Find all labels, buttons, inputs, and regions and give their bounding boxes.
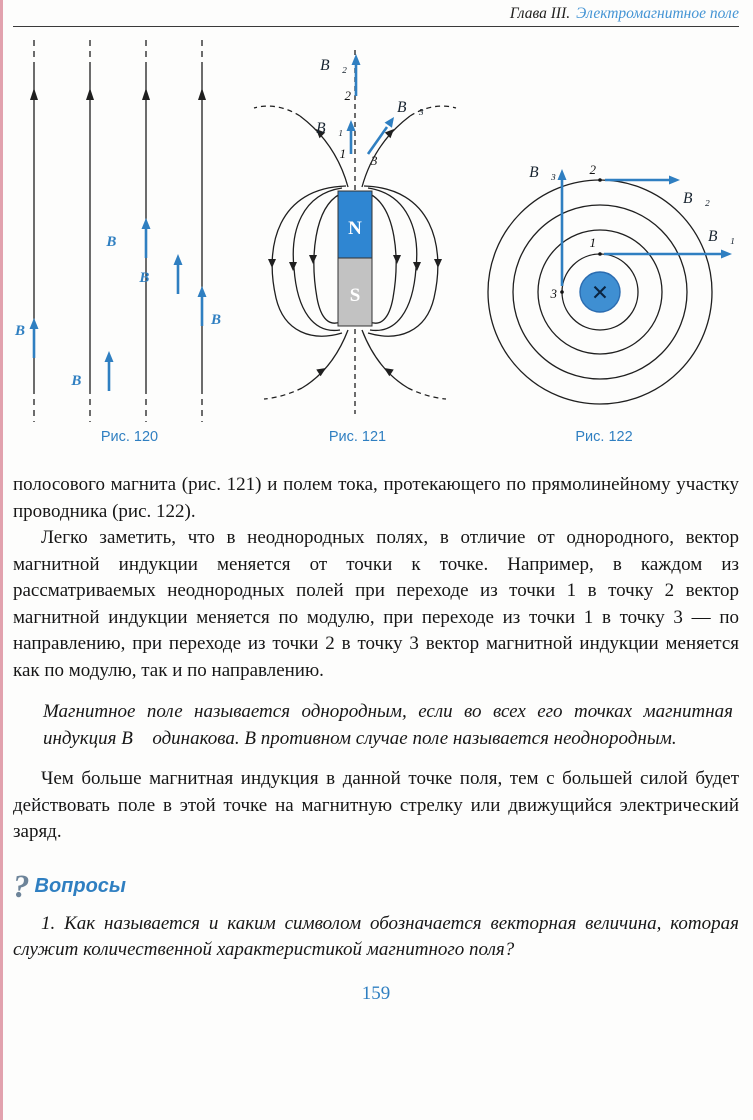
- figure-121-drawing: [250, 36, 465, 426]
- b3-vector-label: B⃗₃: [529, 164, 556, 181]
- b-vectors: [14, 218, 233, 391]
- field-arrowhead: [434, 259, 442, 268]
- field-arrowhead: [309, 255, 317, 264]
- paragraph-induction-strength: Чем больше магнитная индукция в данной точке поля, тем с большей силой будет действовать поле в этой точке на магнитную стрелку или движущийся электрический заряд.: [13, 768, 739, 842]
- page-number: 159: [361, 982, 391, 1004]
- point-3-label: 3: [370, 153, 378, 168]
- b-vector-label: B⃗: [211, 312, 234, 328]
- north-pole-label: N: [348, 218, 362, 239]
- point-1-label: 1: [589, 235, 596, 250]
- field-arrowhead: [268, 259, 276, 268]
- point-2-label: 2: [589, 162, 596, 177]
- point-1-label: 1: [339, 146, 346, 161]
- b1-vector-label: B⃗₁: [316, 120, 343, 137]
- figure-122-drawing: [469, 36, 739, 426]
- figure-120-caption: Рис. 120: [100, 429, 159, 445]
- field-arrowhead: [393, 255, 401, 264]
- figure-122-caption: Рис. 122: [575, 429, 633, 445]
- question-mark-icon: ?: [13, 868, 30, 905]
- bar-magnet: [338, 191, 372, 326]
- paragraph-nonuniform-fields: Легко заметить, что в неоднородных полях, в отличие от однородного, вектор магнитной индукции меняется от точки к точке. Например, в каждом из рассматриваемых неоднородных полей при переходе из точки 1 в точку 2 вектор магнитной индукции меняется по модулю, при переходе из точки 1 в точку 3 — по направлению, при переходе из точки 2 в точку 3 вектор магнитной индукции меняется как по модулю, так и по направлению.: [13, 527, 739, 681]
- current-conductor: [580, 272, 620, 312]
- point-2-label: 2: [344, 88, 351, 103]
- chapter-label: Глава III.: [509, 5, 571, 22]
- field-arrowhead: [142, 88, 150, 100]
- current-into-page-icon: ×: [591, 276, 609, 309]
- field-arrowhead: [413, 262, 421, 271]
- b2-vector-label: B⃗₂: [320, 57, 347, 74]
- point-2-dot: [598, 178, 602, 182]
- questions-title: Вопросы: [34, 875, 127, 898]
- point-3-label: 3: [550, 286, 557, 301]
- figure-121: [246, 36, 469, 445]
- figure-121-caption: Рис. 121: [328, 429, 387, 445]
- field-arrowhead: [198, 88, 206, 100]
- paragraph-continuation: полосового магнита (рис. 121) и полем тока, протекающего по прямолинейному участку проводника (рис. 122).: [13, 474, 739, 522]
- figure-120-drawing: [14, 36, 244, 426]
- figures-row: [13, 36, 739, 445]
- questions-section-header: [13, 868, 739, 905]
- body-text: [13, 472, 739, 1007]
- b-vector-label: B⃗: [106, 234, 129, 250]
- chapter-title: Электромагнитное поле: [576, 5, 739, 22]
- field-arrowhead: [30, 88, 38, 100]
- definition-paragraph: Магнитное поле называется однородным, если во всех его точках магнитная индукция B⃗ одинакова. В противном случае поле называется неоднородным.: [43, 701, 733, 749]
- header-rule: [13, 26, 739, 27]
- b-vector-label: B⃗: [15, 323, 38, 339]
- b-vectors: [529, 162, 735, 301]
- b3-vector-label: B⃗₃: [396, 99, 424, 116]
- b1-vector-label: B⃗₁: [708, 228, 735, 245]
- question-1: 1. Как называется и каким символом обозначается векторная величина, которая служит количественной характеристикой магнитного поля?: [13, 912, 739, 960]
- b-vector-label: B⃗: [71, 373, 94, 389]
- page-header: [13, 5, 739, 23]
- b-vector-label: B⃗: [139, 270, 162, 286]
- field-lines: [30, 40, 206, 422]
- point-3-dot: [560, 290, 564, 294]
- field-arrowhead: [86, 88, 94, 100]
- b2-vector-label: B⃗₂: [683, 190, 710, 207]
- figure-120: [13, 36, 246, 445]
- field-arrowhead: [289, 262, 297, 271]
- point-1-dot: [598, 252, 602, 256]
- figure-122: [469, 36, 739, 445]
- south-pole-label: S: [349, 285, 361, 306]
